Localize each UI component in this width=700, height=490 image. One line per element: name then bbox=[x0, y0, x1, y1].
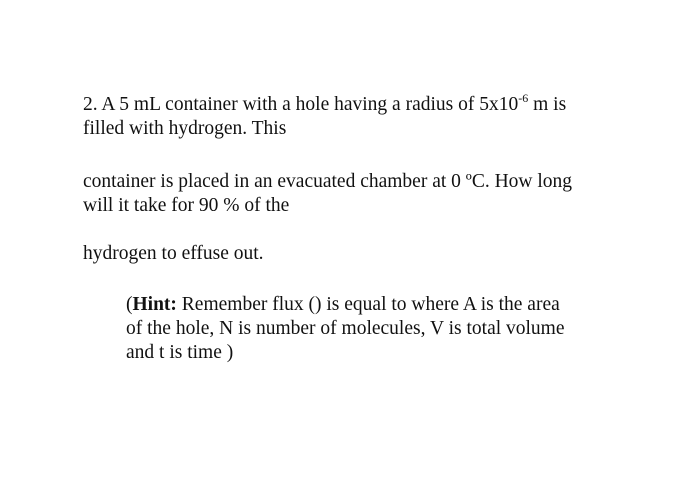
problem-line: filled with hydrogen. This bbox=[83, 118, 287, 139]
problem-paragraph-3 bbox=[83, 242, 643, 266]
hint-label: Hint: bbox=[132, 294, 177, 315]
hint-text: Remember flux () is equal to where A is the area bbox=[176, 294, 560, 315]
problem-paragraph-2 bbox=[83, 170, 643, 218]
problem-text: m is bbox=[528, 94, 567, 115]
hint-line: and t is time ) bbox=[126, 342, 234, 363]
problem-line: hydrogen to effuse out. bbox=[83, 243, 264, 264]
problem-text: 2. A 5 mL container with a hole having a radius of 5x10 bbox=[83, 94, 519, 115]
exponent: -6 bbox=[518, 90, 529, 105]
problem-line: will it take for 90 % of the bbox=[83, 195, 290, 216]
hint-block bbox=[126, 293, 646, 365]
problem-paragraph-1 bbox=[83, 90, 643, 141]
hint-line bbox=[126, 293, 646, 317]
hint-paren: ( bbox=[126, 294, 133, 315]
problem-line: container is placed in an evacuated chamber at 0 ºC. How long bbox=[83, 171, 573, 192]
hint-line: of the hole, N is number of molecules, V is total volume bbox=[126, 318, 565, 339]
problem-line bbox=[83, 90, 643, 117]
